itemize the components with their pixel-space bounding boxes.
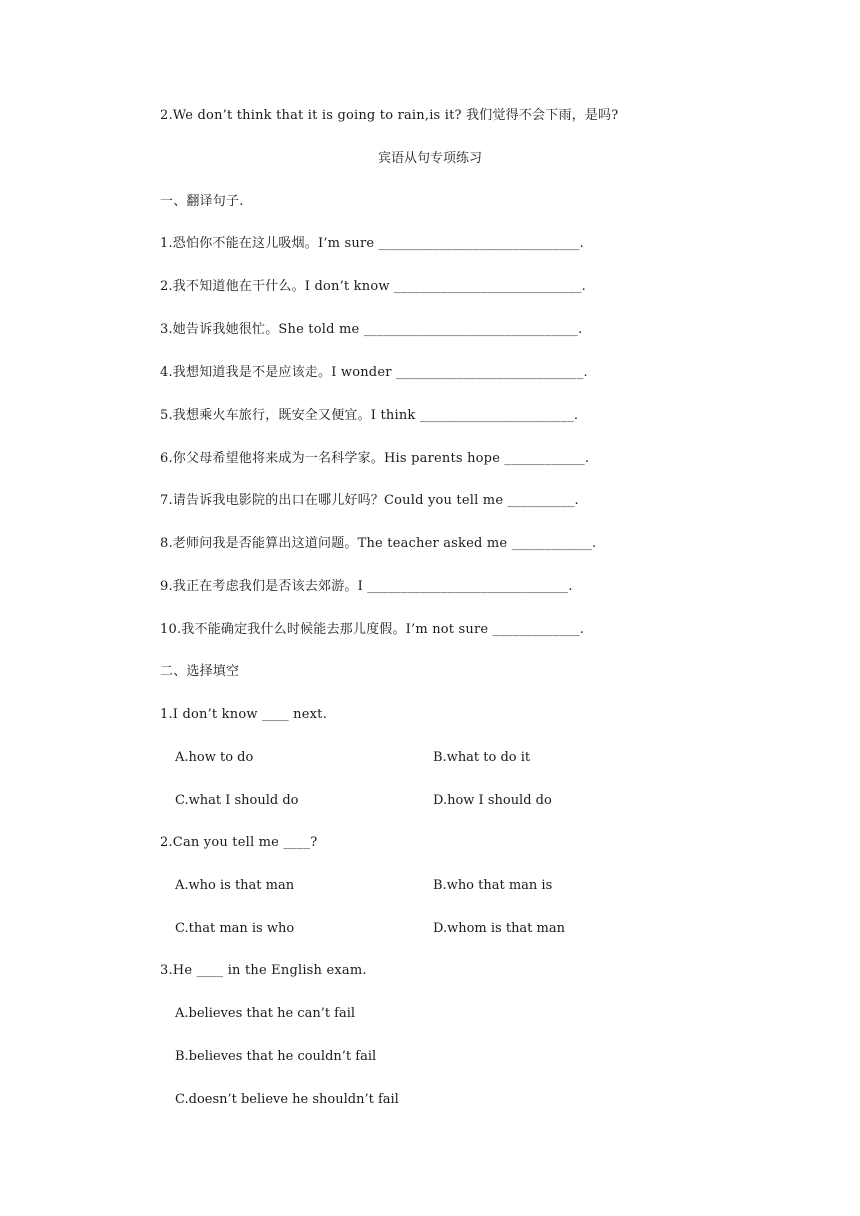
question-2-option-c: C.that man is who	[175, 921, 295, 936]
translation-item-8: 8.老师问我是否能算出这道问题。The teacher asked me ____________.	[160, 536, 597, 551]
question-2-stem: 2.Can you tell me ____?	[160, 835, 318, 850]
translation-item-2: 2.我不知道他在干什么。I don’t know ____________________________.	[160, 279, 586, 294]
question-3-stem: 3.He ____ in the English exam.	[160, 963, 367, 978]
section1-heading: 一、翻译句子.	[160, 194, 244, 209]
translation-item-10: 10.我不能确定我什么时候能去那儿度假。I’m not sure _____________.	[160, 622, 585, 637]
question-3-option-c: C.doesn’t believe he shouldn’t fail	[175, 1092, 399, 1107]
question-1-option-c: C.what I should do	[175, 793, 299, 808]
translation-item-3: 3.她告诉我她很忙。She told me ________________________________.	[160, 322, 583, 337]
question-2-option-d: D.whom is that man	[433, 921, 565, 936]
page-title: 宾语从句专项练习	[377, 151, 482, 166]
question-1-stem: 1.I don’t know ____ next.	[160, 707, 327, 722]
translation-item-1: 1.恐怕你不能在这儿吸烟。I’m sure ______________________________.	[160, 236, 584, 251]
section2-heading: 二、选择填空	[160, 664, 240, 679]
translation-item-7: 7.请告诉我电影院的出口在哪儿好吗？Could you tell me __________.	[160, 493, 579, 508]
question-2-option-b: B.who that man is	[433, 878, 553, 893]
translation-item-9: 9.我正在考虑我们是否该去郊游。I ______________________________.	[160, 579, 573, 594]
intro-example-sentence: 2.We don’t think that it is going to rain,is it? 我们觉得不会下雨，是吗?	[160, 108, 619, 123]
question-3-option-a: A.believes that he can’t fail	[175, 1006, 356, 1021]
translation-item-6: 6.你父母希望他将来成为一名科学家。His parents hope ____________.	[160, 451, 590, 466]
question-1-option-b: B.what to do it	[433, 750, 531, 765]
question-1-option-a: A.how to do	[175, 750, 254, 765]
question-1-option-d: D.how I should do	[433, 793, 552, 808]
question-3-option-b: B.believes that he couldn’t fail	[175, 1049, 377, 1064]
translation-item-4: 4.我想知道我是不是应该走。I wonder ____________________________.	[160, 365, 588, 380]
translation-item-5: 5.我想乘火车旅行，既安全又便宜。I think _______________________.	[160, 408, 579, 423]
question-2-option-a: A.who is that man	[175, 878, 295, 893]
